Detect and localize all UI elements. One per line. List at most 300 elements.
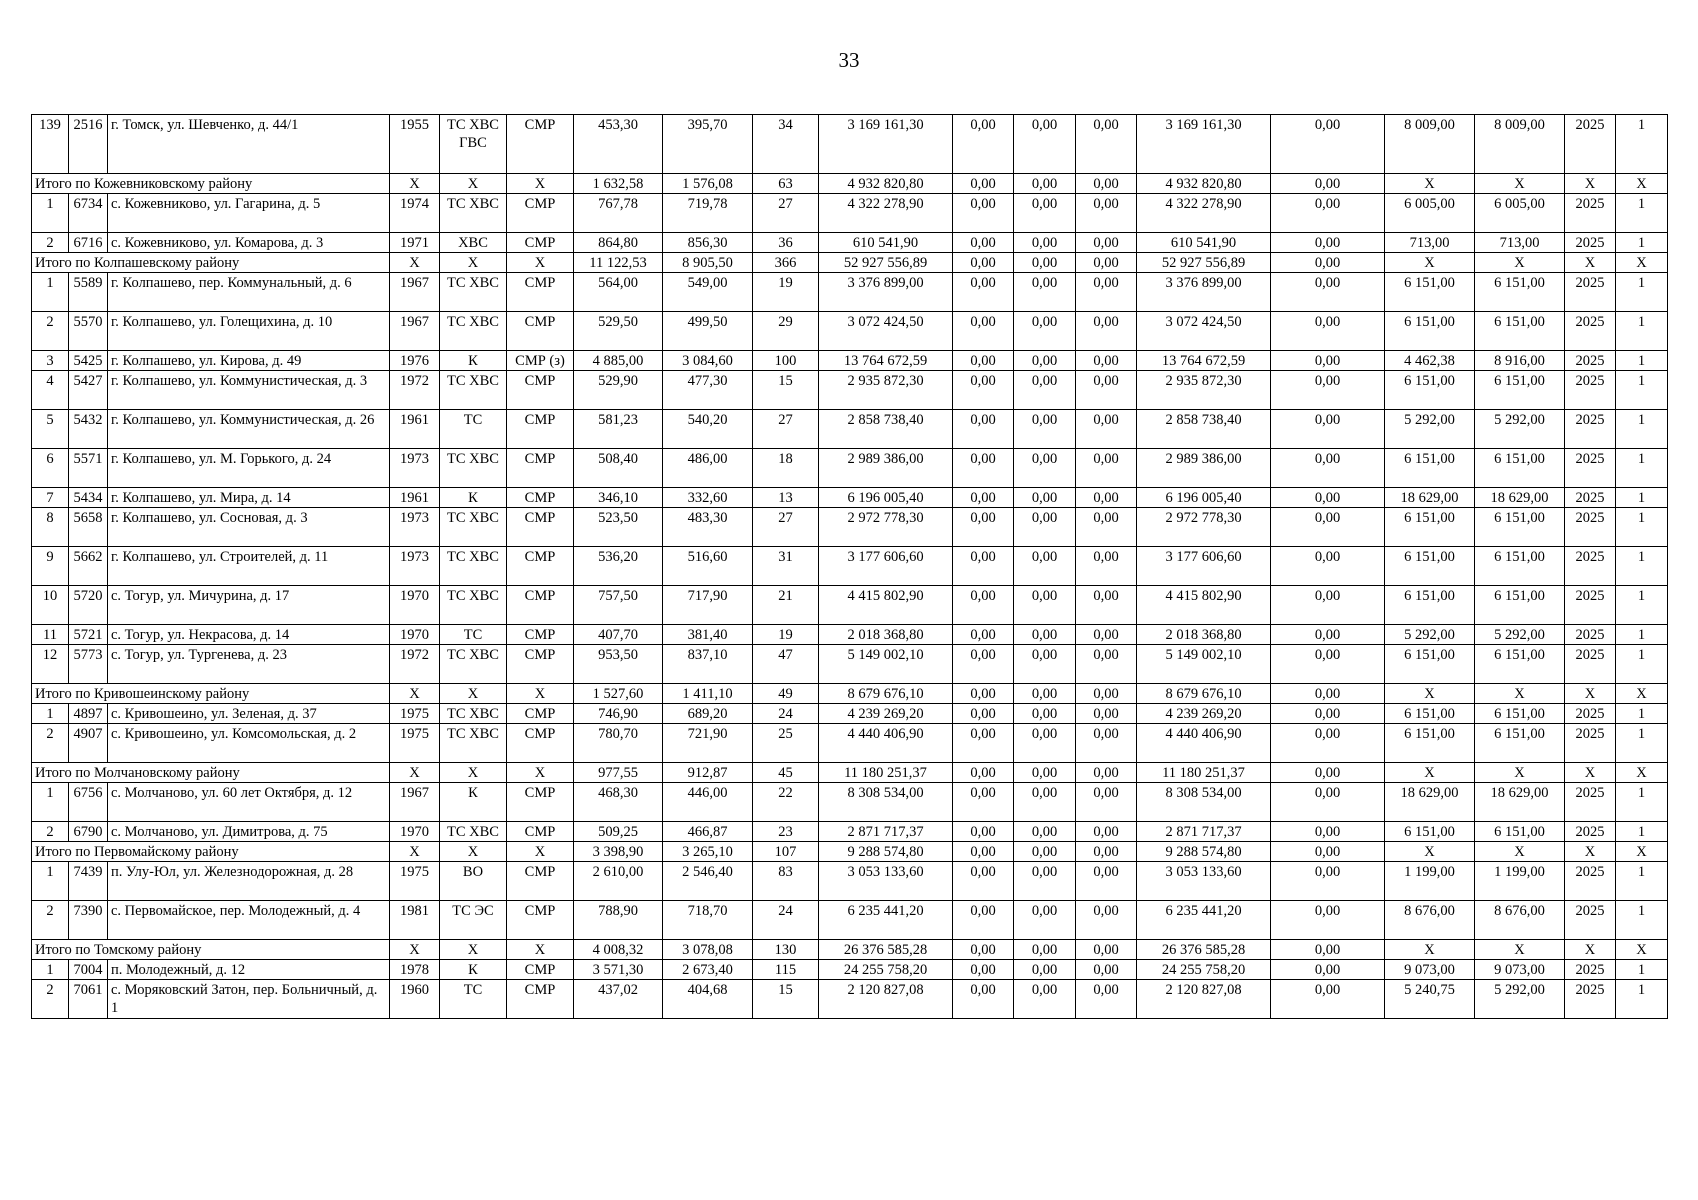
cost-col-12: 0,00	[1014, 371, 1076, 410]
residents: 83	[753, 862, 819, 901]
method: X	[1616, 253, 1668, 273]
living-area: 446,00	[663, 783, 753, 822]
total-cost: 2 871 717,37	[819, 822, 953, 842]
max-unit-cost: 6 005,00	[1475, 194, 1565, 233]
total-cost: 2 018 368,80	[819, 625, 953, 645]
cost-col-12: 0,00	[1014, 194, 1076, 233]
total-cost: 610 541,90	[819, 233, 953, 253]
residents: 24	[753, 901, 819, 940]
living-area: 717,90	[663, 586, 753, 625]
building-id: 7439	[69, 862, 108, 901]
address: с. Молчаново, ул. 60 лет Октября, д. 12	[108, 783, 390, 822]
year-built: 1961	[390, 410, 440, 449]
total-cost: 8 308 534,00	[819, 783, 953, 822]
unit-cost: X	[1385, 253, 1475, 273]
total-area: 529,50	[574, 312, 663, 351]
cost-col-12: 0,00	[1014, 449, 1076, 488]
cost-col-14: 24 255 758,20	[1137, 960, 1271, 980]
living-area: 912,87	[663, 763, 753, 783]
method: 1	[1616, 547, 1668, 586]
table-row	[32, 822, 1668, 842]
address: г. Колпашево, ул. Кирова, д. 49	[108, 351, 390, 371]
systems: ТС ХВС	[440, 645, 507, 684]
cost-col-11: 0,00	[953, 547, 1014, 586]
max-unit-cost: 6 151,00	[1475, 704, 1565, 724]
work-type: СМР	[507, 488, 574, 508]
cost-col-11: 0,00	[953, 901, 1014, 940]
cost-col-14: 26 376 585,28	[1137, 940, 1271, 960]
address: п. Молодежный, д. 12	[108, 960, 390, 980]
cost-col-15: 0,00	[1271, 625, 1385, 645]
cost-col-13: 0,00	[1076, 822, 1137, 842]
cost-col-12: 0,00	[1014, 704, 1076, 724]
method: 1	[1616, 371, 1668, 410]
cost-col-11: 0,00	[953, 724, 1014, 763]
row-number: 2	[32, 980, 69, 1019]
systems: ТС ХВС	[440, 547, 507, 586]
total-cost: 2 120 827,08	[819, 980, 953, 1019]
total-area: 977,55	[574, 763, 663, 783]
year-planned: 2025	[1565, 194, 1616, 233]
residents: 15	[753, 980, 819, 1019]
unit-cost: 18 629,00	[1385, 488, 1475, 508]
systems: ТС	[440, 625, 507, 645]
building-id: 2516	[69, 115, 108, 174]
total-area: 4 008,32	[574, 940, 663, 960]
method: 1	[1616, 312, 1668, 351]
cost-col-15: 0,00	[1271, 194, 1385, 233]
cost-col-15: 0,00	[1271, 488, 1385, 508]
cost-col-12: 0,00	[1014, 901, 1076, 940]
cost-col-11: 0,00	[953, 684, 1014, 704]
max-unit-cost: 6 151,00	[1475, 312, 1565, 351]
cost-col-12: 0,00	[1014, 842, 1076, 862]
residents: 45	[753, 763, 819, 783]
district-total-row	[32, 763, 1668, 783]
year-planned: 2025	[1565, 508, 1616, 547]
cost-col-15: 0,00	[1271, 783, 1385, 822]
method: 1	[1616, 488, 1668, 508]
cost-col-12: 0,00	[1014, 586, 1076, 625]
cost-col-11: 0,00	[953, 233, 1014, 253]
address: с. Моряковский Затон, пер. Больничный, д. 1	[108, 980, 390, 1019]
living-area: 1 411,10	[663, 684, 753, 704]
table-row	[32, 488, 1668, 508]
living-area: 2 673,40	[663, 960, 753, 980]
cost-col-13: 0,00	[1076, 174, 1137, 194]
total-label: Итого по Кожевниковскому району	[32, 174, 390, 194]
year-planned: 2025	[1565, 862, 1616, 901]
living-area: 718,70	[663, 901, 753, 940]
cost-col-13: 0,00	[1076, 783, 1137, 822]
cost-col-12: 0,00	[1014, 174, 1076, 194]
year-planned: 2025	[1565, 312, 1616, 351]
cost-col-12: 0,00	[1014, 684, 1076, 704]
address: с. Кривошеино, ул. Комсомольская, д. 2	[108, 724, 390, 763]
cost-col-15: 0,00	[1271, 940, 1385, 960]
systems: X	[440, 174, 507, 194]
address: п. Улу-Юл, ул. Железнодорожная, д. 28	[108, 862, 390, 901]
method: X	[1616, 684, 1668, 704]
cost-col-13: 0,00	[1076, 763, 1137, 783]
unit-cost: 6 151,00	[1385, 822, 1475, 842]
method: 1	[1616, 449, 1668, 488]
max-unit-cost: X	[1475, 842, 1565, 862]
total-area: 508,40	[574, 449, 663, 488]
unit-cost: 6 151,00	[1385, 371, 1475, 410]
max-unit-cost: X	[1475, 763, 1565, 783]
total-cost: 11 180 251,37	[819, 763, 953, 783]
year-planned: 2025	[1565, 960, 1616, 980]
total-cost: 2 858 738,40	[819, 410, 953, 449]
work-type: X	[507, 763, 574, 783]
total-cost: 26 376 585,28	[819, 940, 953, 960]
living-area: 2 546,40	[663, 862, 753, 901]
max-unit-cost: 8 676,00	[1475, 901, 1565, 940]
year-built: X	[390, 940, 440, 960]
work-type: СМР (з)	[507, 351, 574, 371]
cost-col-14: 4 239 269,20	[1137, 704, 1271, 724]
building-id: 7004	[69, 960, 108, 980]
cost-col-15: 0,00	[1271, 724, 1385, 763]
cost-col-13: 0,00	[1076, 901, 1137, 940]
total-area: 767,78	[574, 194, 663, 233]
max-unit-cost: X	[1475, 253, 1565, 273]
cost-col-14: 5 149 002,10	[1137, 645, 1271, 684]
year-planned: 2025	[1565, 547, 1616, 586]
living-area: 3 084,60	[663, 351, 753, 371]
work-type: СМР	[507, 704, 574, 724]
year-built: 1970	[390, 586, 440, 625]
unit-cost: 4 462,38	[1385, 351, 1475, 371]
systems: X	[440, 684, 507, 704]
unit-cost: 6 151,00	[1385, 645, 1475, 684]
table-row	[32, 980, 1668, 1019]
row-number: 2	[32, 901, 69, 940]
total-cost: 2 935 872,30	[819, 371, 953, 410]
cost-col-11: 0,00	[953, 194, 1014, 233]
cost-col-15: 0,00	[1271, 410, 1385, 449]
table-row	[32, 645, 1668, 684]
building-id: 5721	[69, 625, 108, 645]
work-type: СМР	[507, 115, 574, 174]
table-row	[32, 547, 1668, 586]
cost-col-15: 0,00	[1271, 253, 1385, 273]
row-number: 12	[32, 645, 69, 684]
cost-col-13: 0,00	[1076, 508, 1137, 547]
address: г. Колпашево, ул. Строителей, д. 11	[108, 547, 390, 586]
systems: К	[440, 488, 507, 508]
address: с. Молчаново, ул. Димитрова, д. 75	[108, 822, 390, 842]
max-unit-cost: X	[1475, 684, 1565, 704]
cost-col-14: 2 858 738,40	[1137, 410, 1271, 449]
cost-col-11: 0,00	[953, 822, 1014, 842]
total-area: 437,02	[574, 980, 663, 1019]
table-row	[32, 273, 1668, 312]
cost-col-13: 0,00	[1076, 586, 1137, 625]
max-unit-cost: 6 151,00	[1475, 822, 1565, 842]
cost-col-14: 6 235 441,20	[1137, 901, 1271, 940]
table-row	[32, 783, 1668, 822]
cost-col-15: 0,00	[1271, 508, 1385, 547]
total-area: 11 122,53	[574, 253, 663, 273]
total-area: 564,00	[574, 273, 663, 312]
work-type: СМР	[507, 547, 574, 586]
systems: ТС ХВС ГВС	[440, 115, 507, 174]
cost-col-11: 0,00	[953, 862, 1014, 901]
year-built: 1981	[390, 901, 440, 940]
unit-cost: 6 151,00	[1385, 508, 1475, 547]
unit-cost: 9 073,00	[1385, 960, 1475, 980]
total-area: 757,50	[574, 586, 663, 625]
cost-col-14: 3 169 161,30	[1137, 115, 1271, 174]
total-cost: 4 440 406,90	[819, 724, 953, 763]
cost-col-14: 2 935 872,30	[1137, 371, 1271, 410]
table-row	[32, 410, 1668, 449]
cost-col-15: 0,00	[1271, 901, 1385, 940]
table-row	[32, 194, 1668, 233]
total-cost: 4 239 269,20	[819, 704, 953, 724]
cost-col-12: 0,00	[1014, 273, 1076, 312]
work-type: X	[507, 253, 574, 273]
cost-col-13: 0,00	[1076, 115, 1137, 174]
district-total-row	[32, 842, 1668, 862]
residents: 29	[753, 312, 819, 351]
year-planned: X	[1565, 940, 1616, 960]
max-unit-cost: 6 151,00	[1475, 547, 1565, 586]
work-type: СМР	[507, 625, 574, 645]
cost-col-13: 0,00	[1076, 273, 1137, 312]
cost-col-14: 4 440 406,90	[1137, 724, 1271, 763]
cost-col-12: 0,00	[1014, 645, 1076, 684]
row-number: 2	[32, 822, 69, 842]
cost-col-15: 0,00	[1271, 842, 1385, 862]
cost-col-14: 8 679 676,10	[1137, 684, 1271, 704]
total-cost: 24 255 758,20	[819, 960, 953, 980]
living-area: 381,40	[663, 625, 753, 645]
total-cost: 52 927 556,89	[819, 253, 953, 273]
cost-col-11: 0,00	[953, 980, 1014, 1019]
address: с. Первомайское, пер. Молодежный, д. 4	[108, 901, 390, 940]
total-label: Итого по Колпашевскому району	[32, 253, 390, 273]
cost-col-12: 0,00	[1014, 763, 1076, 783]
row-number: 6	[32, 449, 69, 488]
cost-col-13: 0,00	[1076, 488, 1137, 508]
total-area: 2 610,00	[574, 862, 663, 901]
systems: X	[440, 940, 507, 960]
cost-col-14: 13 764 672,59	[1137, 351, 1271, 371]
living-area: 721,90	[663, 724, 753, 763]
cost-col-15: 0,00	[1271, 547, 1385, 586]
max-unit-cost: 713,00	[1475, 233, 1565, 253]
cost-col-11: 0,00	[953, 488, 1014, 508]
work-type: СМР	[507, 410, 574, 449]
cost-col-15: 0,00	[1271, 586, 1385, 625]
cost-col-15: 0,00	[1271, 351, 1385, 371]
living-area: 3 265,10	[663, 842, 753, 862]
residents: 31	[753, 547, 819, 586]
year-planned: 2025	[1565, 901, 1616, 940]
max-unit-cost: 8 916,00	[1475, 351, 1565, 371]
work-type: X	[507, 174, 574, 194]
year-built: 1972	[390, 371, 440, 410]
cost-col-11: 0,00	[953, 763, 1014, 783]
address: г. Колпашево, ул. Мира, д. 14	[108, 488, 390, 508]
year-built: 1967	[390, 783, 440, 822]
living-area: 689,20	[663, 704, 753, 724]
cost-col-11: 0,00	[953, 625, 1014, 645]
cost-col-13: 0,00	[1076, 980, 1137, 1019]
max-unit-cost: 6 151,00	[1475, 724, 1565, 763]
year-built: 1976	[390, 351, 440, 371]
year-planned: 2025	[1565, 233, 1616, 253]
living-area: 1 576,08	[663, 174, 753, 194]
unit-cost: 6 151,00	[1385, 547, 1475, 586]
table-row	[32, 586, 1668, 625]
cost-col-11: 0,00	[953, 842, 1014, 862]
cost-col-11: 0,00	[953, 273, 1014, 312]
work-type: СМР	[507, 724, 574, 763]
address: г. Колпашево, ул. Коммунистическая, д. 26	[108, 410, 390, 449]
work-type: СМР	[507, 980, 574, 1019]
year-built: 1973	[390, 547, 440, 586]
cost-col-15: 0,00	[1271, 371, 1385, 410]
total-cost: 2 989 386,00	[819, 449, 953, 488]
table-row	[32, 625, 1668, 645]
row-number: 2	[32, 233, 69, 253]
cost-col-11: 0,00	[953, 351, 1014, 371]
systems: К	[440, 960, 507, 980]
living-area: 549,00	[663, 273, 753, 312]
district-total-row	[32, 684, 1668, 704]
residents: 47	[753, 645, 819, 684]
table-row	[32, 351, 1668, 371]
cost-col-11: 0,00	[953, 940, 1014, 960]
address: г. Колпашево, ул. М. Горького, д. 24	[108, 449, 390, 488]
method: 1	[1616, 586, 1668, 625]
year-built: 1961	[390, 488, 440, 508]
systems: ТС ХВС	[440, 704, 507, 724]
max-unit-cost: 5 292,00	[1475, 625, 1565, 645]
address: г. Колпашево, ул. Сосновая, д. 3	[108, 508, 390, 547]
method: 1	[1616, 273, 1668, 312]
total-area: 3 398,90	[574, 842, 663, 862]
residents: 100	[753, 351, 819, 371]
max-unit-cost: 6 151,00	[1475, 371, 1565, 410]
row-number: 1	[32, 783, 69, 822]
total-cost: 9 288 574,80	[819, 842, 953, 862]
year-planned: X	[1565, 842, 1616, 862]
work-type: СМР	[507, 645, 574, 684]
work-type: СМР	[507, 783, 574, 822]
table-row	[32, 901, 1668, 940]
cost-col-11: 0,00	[953, 449, 1014, 488]
unit-cost: X	[1385, 940, 1475, 960]
cost-col-12: 0,00	[1014, 351, 1076, 371]
living-area: 499,50	[663, 312, 753, 351]
unit-cost: 6 151,00	[1385, 449, 1475, 488]
method: 1	[1616, 862, 1668, 901]
living-area: 466,87	[663, 822, 753, 842]
year-built: 1975	[390, 704, 440, 724]
systems: X	[440, 763, 507, 783]
cost-col-14: 2 989 386,00	[1137, 449, 1271, 488]
address: г. Колпашево, ул. Коммунистическая, д. 3	[108, 371, 390, 410]
cost-col-12: 0,00	[1014, 488, 1076, 508]
systems: ТС ХВС	[440, 508, 507, 547]
max-unit-cost: 18 629,00	[1475, 488, 1565, 508]
max-unit-cost: 1 199,00	[1475, 862, 1565, 901]
cost-col-15: 0,00	[1271, 763, 1385, 783]
cost-col-14: 3 053 133,60	[1137, 862, 1271, 901]
year-built: X	[390, 253, 440, 273]
year-built: 1978	[390, 960, 440, 980]
table-row	[32, 862, 1668, 901]
max-unit-cost: 5 292,00	[1475, 410, 1565, 449]
year-built: 1975	[390, 724, 440, 763]
total-cost: 3 169 161,30	[819, 115, 953, 174]
year-planned: X	[1565, 763, 1616, 783]
year-built: X	[390, 684, 440, 704]
cost-col-15: 0,00	[1271, 980, 1385, 1019]
building-id: 7390	[69, 901, 108, 940]
cost-col-13: 0,00	[1076, 351, 1137, 371]
systems: ТС ХВС	[440, 822, 507, 842]
cost-col-12: 0,00	[1014, 822, 1076, 842]
year-built: 1973	[390, 508, 440, 547]
method: 1	[1616, 233, 1668, 253]
work-type: X	[507, 684, 574, 704]
total-cost: 3 376 899,00	[819, 273, 953, 312]
cost-col-14: 2 120 827,08	[1137, 980, 1271, 1019]
table-row	[32, 724, 1668, 763]
cost-col-15: 0,00	[1271, 273, 1385, 312]
address: с. Кожевниково, ул. Гагарина, д. 5	[108, 194, 390, 233]
building-id: 5427	[69, 371, 108, 410]
cost-col-14: 11 180 251,37	[1137, 763, 1271, 783]
unit-cost: 6 151,00	[1385, 273, 1475, 312]
unit-cost: 8 676,00	[1385, 901, 1475, 940]
building-id: 6734	[69, 194, 108, 233]
work-type: СМР	[507, 960, 574, 980]
unit-cost: 6 151,00	[1385, 312, 1475, 351]
cost-col-13: 0,00	[1076, 940, 1137, 960]
cost-col-15: 0,00	[1271, 174, 1385, 194]
cost-col-12: 0,00	[1014, 980, 1076, 1019]
method: 1	[1616, 625, 1668, 645]
residents: 23	[753, 822, 819, 842]
total-cost: 3 177 606,60	[819, 547, 953, 586]
total-area: 536,20	[574, 547, 663, 586]
cost-col-14: 610 541,90	[1137, 233, 1271, 253]
living-area: 404,68	[663, 980, 753, 1019]
address: с. Тогур, ул. Тургенева, д. 23	[108, 645, 390, 684]
total-area: 346,10	[574, 488, 663, 508]
year-built: 1967	[390, 312, 440, 351]
total-label: Итого по Молчановскому району	[32, 763, 390, 783]
year-built: 1974	[390, 194, 440, 233]
max-unit-cost: 6 151,00	[1475, 645, 1565, 684]
work-type: СМР	[507, 194, 574, 233]
max-unit-cost: 6 151,00	[1475, 449, 1565, 488]
cost-col-13: 0,00	[1076, 684, 1137, 704]
unit-cost: 1 199,00	[1385, 862, 1475, 901]
systems: ТС ХВС	[440, 312, 507, 351]
cost-col-13: 0,00	[1076, 233, 1137, 253]
building-id: 5571	[69, 449, 108, 488]
year-built: 1967	[390, 273, 440, 312]
total-area: 529,90	[574, 371, 663, 410]
